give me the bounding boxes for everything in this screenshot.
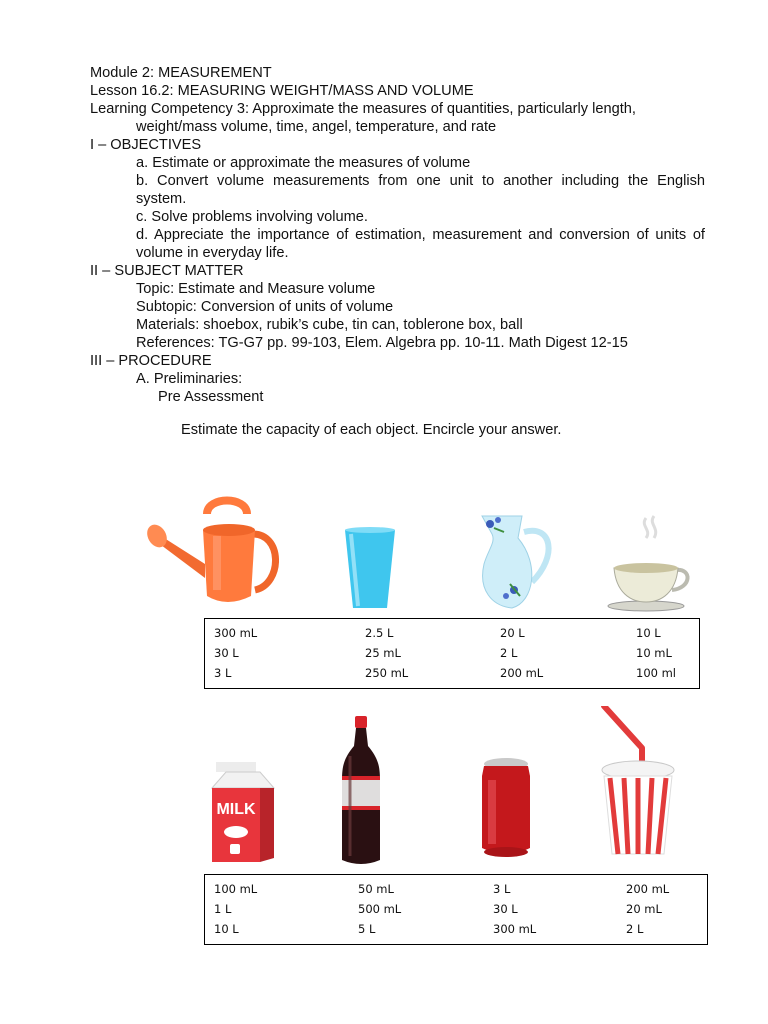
pitcher-icon xyxy=(474,510,554,612)
drink-cup-icon xyxy=(596,706,676,858)
objective-d: d. Appreciate the importance of estimation, measurement and conversion of units of volume in everyday life. xyxy=(136,227,705,261)
answer-option[interactable]: 3 L xyxy=(493,882,511,896)
module-title: Module 2: MEASUREMENT xyxy=(90,65,272,81)
answer-option[interactable]: 100 ml xyxy=(636,666,677,680)
teacup-icon xyxy=(606,512,694,614)
answer-option[interactable]: 2.5 L xyxy=(365,626,394,640)
subtopic-line: Subtopic: Conversion of units of volume xyxy=(136,299,394,315)
instruction-text: Estimate the capacity of each object. Encircle your answer. xyxy=(181,422,562,438)
objective-b: b. Convert volume measurements from one unit to another including the English system. xyxy=(136,173,705,207)
references-line: References: TG-G7 pp. 99-103, Elem. Algebra pp. 10-11. Math Digest 12-15 xyxy=(136,335,628,351)
answer-option[interactable]: 100 mL xyxy=(214,882,258,896)
subject-matter-heading: II – SUBJECT MATTER xyxy=(90,263,244,279)
answer-option[interactable]: 2 L xyxy=(626,922,644,936)
objective-a: a. Estimate or approximate the measures of volume xyxy=(136,155,471,171)
answer-option[interactable]: 30 L xyxy=(214,646,239,660)
watering-can-icon xyxy=(143,492,279,610)
procedure-heading: III – PROCEDURE xyxy=(90,353,212,369)
topic-line: Topic: Estimate and Measure volume xyxy=(136,281,376,297)
answer-box-row-1 xyxy=(204,618,700,689)
answer-option[interactable]: 200 mL xyxy=(500,666,544,680)
milk-carton-icon xyxy=(208,758,278,866)
answer-option[interactable]: 250 mL xyxy=(365,666,409,680)
answer-option[interactable]: 3 L xyxy=(214,666,232,680)
answer-option[interactable]: 50 mL xyxy=(358,882,394,896)
lesson-document xyxy=(90,64,705,406)
answer-option[interactable]: 25 mL xyxy=(365,646,401,660)
objective-c: c. Solve problems involving volume. xyxy=(136,209,368,225)
objectives-heading: I – OBJECTIVES xyxy=(90,137,202,153)
preliminaries-line: A. Preliminaries: xyxy=(136,371,243,387)
answer-option[interactable]: 20 mL xyxy=(626,902,662,916)
pre-assessment-line: Pre Assessment xyxy=(158,389,264,405)
soda-bottle-icon xyxy=(340,716,382,866)
answer-option[interactable]: 300 mL xyxy=(493,922,537,936)
answer-option[interactable]: 5 L xyxy=(358,922,376,936)
answer-option[interactable]: 1 L xyxy=(214,902,232,916)
soda-can-icon xyxy=(478,756,534,860)
materials-line: Materials: shoebox, rubik’s cube, tin can, toblerone box, ball xyxy=(136,317,523,333)
competency-line-2: weight/mass volume, time, angel, temperature, and rate xyxy=(136,119,497,135)
answer-option[interactable]: 2 L xyxy=(500,646,518,660)
milk-label: MILK xyxy=(216,801,256,818)
answer-option[interactable]: 30 L xyxy=(493,902,518,916)
answer-box-row-2 xyxy=(204,874,708,945)
answer-option[interactable]: 300 mL xyxy=(214,626,258,640)
plastic-cup-icon xyxy=(342,526,398,612)
competency-line-1: Learning Competency 3: Approximate the measures of quantities, particularly length, xyxy=(90,101,636,117)
answer-option[interactable]: 10 mL xyxy=(636,646,672,660)
answer-option[interactable]: 20 L xyxy=(500,626,525,640)
answer-option[interactable]: 10 L xyxy=(636,626,661,640)
answer-option[interactable]: 10 L xyxy=(214,922,239,936)
answer-option[interactable]: 500 mL xyxy=(358,902,402,916)
answer-option[interactable]: 200 mL xyxy=(626,882,670,896)
lesson-title: Lesson 16.2: MEASURING WEIGHT/MASS AND VOLUME xyxy=(90,83,474,99)
